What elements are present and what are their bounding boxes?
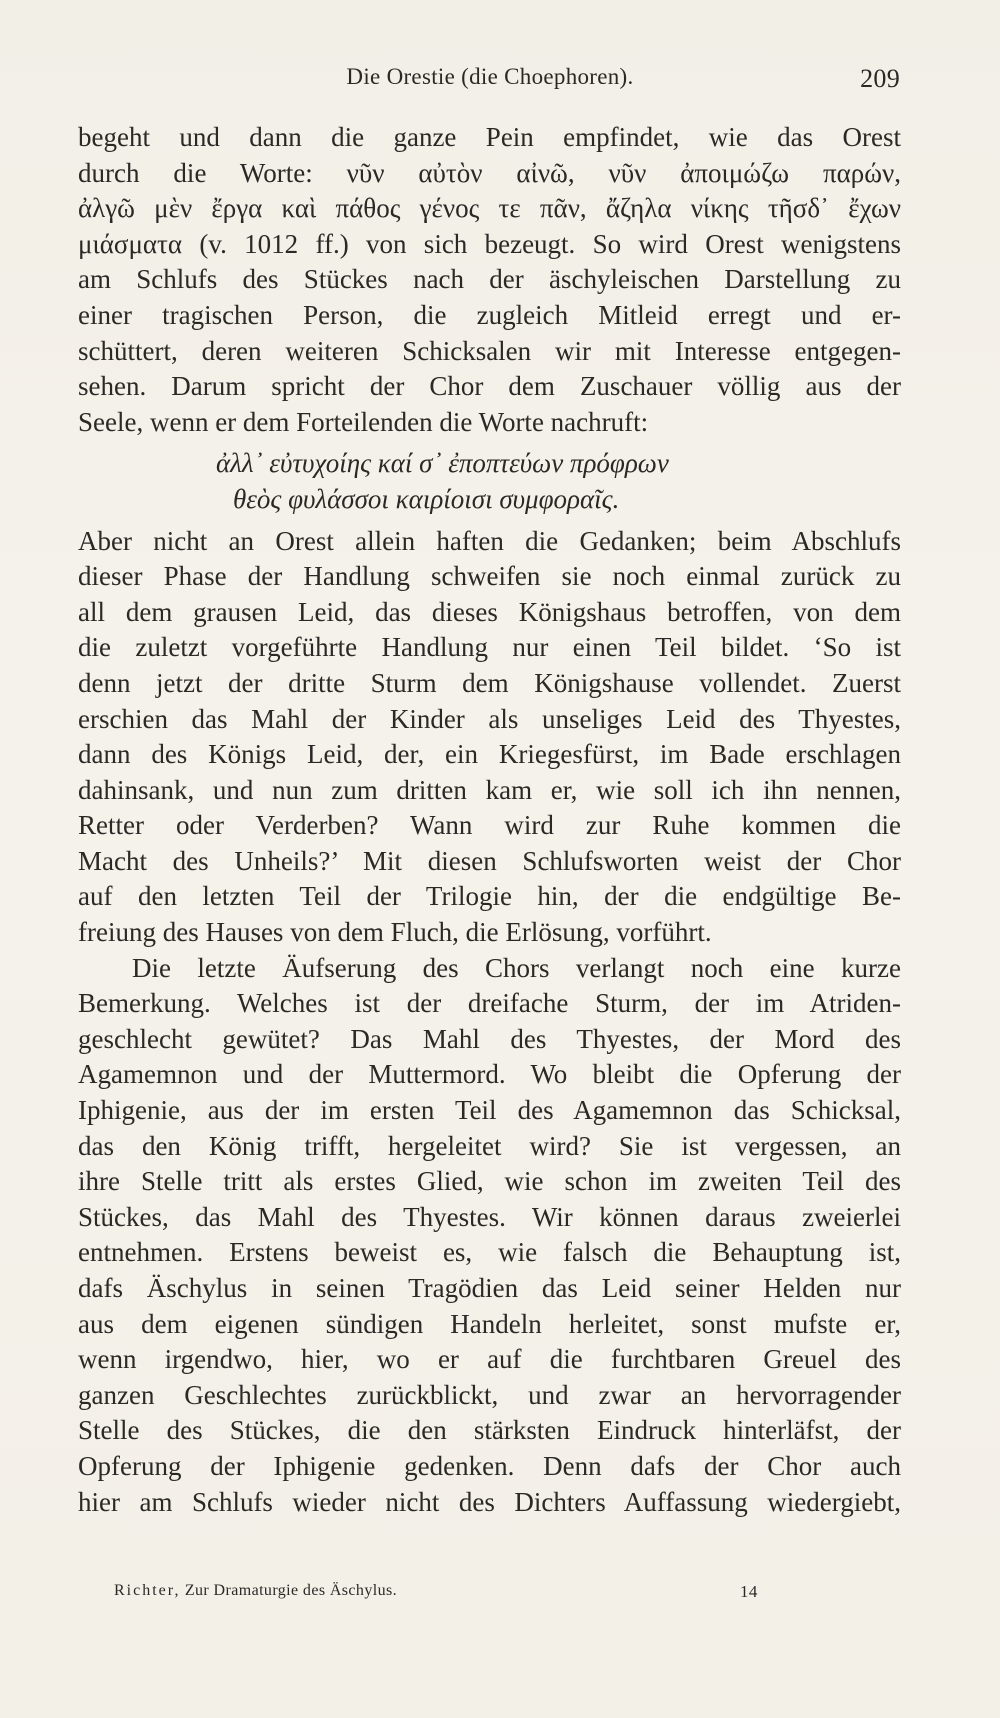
signature-number: 14 [740, 1582, 758, 1601]
text-line: durch die Worte: νῦν αὐτὸν αἰνῶ, νῦν ἀποιμώζω παρών, [78, 157, 901, 188]
body-text [78, 120, 901, 1520]
text-line: sehen. Darum spricht der Chor dem Zuschauer völlig aus der [78, 371, 901, 402]
text-line: dann des Königs Leid, der, ein Kriegesfürst, im Bade erschlagen [78, 739, 901, 770]
text-line: hier am Schlufs wieder nicht des Dichters Auffassung wiedergiebt, [78, 1486, 901, 1517]
text-line: dahinsank, und nun zum dritten kam er, wie soll ich ihn nennen, [78, 774, 901, 805]
text-line: dafs Äschylus in seinen Tragödien das Leid seiner Helden nur [78, 1273, 901, 1303]
text-line: Aber nicht an Orest allein haften die Gedanken; beim Abschlufs [78, 525, 901, 556]
text-line: Agamemnon und der Muttermord. Wo bleibt die Opferung der [78, 1059, 901, 1090]
text-line: geschlecht gewütet? Das Mahl des Thyestes, der Mord des [78, 1023, 901, 1054]
text-line: denn jetzt der dritte Sturm dem Königshause vollendet. Zuerst [78, 667, 901, 698]
text-line: Macht des Unheils?’ Mit diesen Schlufsworten weist der Chor [78, 845, 901, 876]
running-title: Die Orestie (die Choephoren). [346, 64, 634, 89]
page-footer [114, 1582, 814, 1600]
text-line: Stelle des Stückes, die den stärksten Eindruck hinterläfst, der [78, 1415, 901, 1446]
signature-title: Zur Dramaturgie des Äschylus. [184, 1582, 398, 1599]
text-line: Iphigenie, aus der im ersten Teil des Agamemnon das Schicksal, [78, 1095, 901, 1126]
text-line: begeht und dann die ganze Pein empfindet, wie das Orest [78, 122, 901, 152]
page-header [80, 64, 900, 100]
text-line: einer tragischen Person, die zugleich Mitleid erregt und er- [78, 299, 901, 330]
text-line: schüttert, deren weiteren Schicksalen wir mit Interesse entgegen- [78, 335, 901, 366]
text-line: aus dem eigenen sündigen Handeln herleitet, sonst mufste er, [78, 1308, 901, 1339]
text-line: die zuletzt vorgeführte Handlung nur einen Teil bildet. ‘So ist [78, 632, 901, 663]
text-line: μιάσματα (v. 1012 ff.) von sich bezeugt. So wird Orest wenigstens [78, 228, 901, 259]
text-line: erschien das Mahl der Kinder als unseliges Leid des Thyestes, [78, 703, 901, 734]
text-line: entnehmen. Erstens beweist es, wie falsch die Behauptung ist, [78, 1237, 901, 1268]
text-line: auf den letzten Teil der Trilogie hin, der die endgültige Be- [78, 881, 901, 912]
text-line: Bemerkung. Welches ist der dreifache Sturm, der im Atriden- [78, 988, 901, 1019]
text-line: freiung des Hauses von dem Fluch, die Erlösung, vorführt. [78, 917, 712, 948]
quote-line: ἀλλ᾽ εὐτυχοίης καί σ᾽ ἐποπτεύων πρόφρων [216, 448, 669, 479]
text-line: Die letzte Äufserung des Chors verlangt noch eine kurze [132, 952, 901, 983]
quote-line: θεὸς φυλάσσοι καιρίοισι συμφοραῖς. [233, 483, 620, 514]
text-line: ἀλγῶ μὲν ἔργα καὶ πάθος γένος τε πᾶν, ἄζηλα νίκης τῆσδ᾽ ἔχων [78, 193, 901, 224]
text-line: Opferung der Iphigenie gedenken. Denn dafs der Chor auch [78, 1450, 901, 1481]
text-line: all dem grausen Leid, das dieses Königshaus betroffen, von dem [78, 596, 901, 627]
text-line: am Schlufs des Stückes nach der äschyleischen Darstellung zu [78, 264, 901, 295]
text-line: dieser Phase der Handlung schweifen sie noch einmal zurück zu [78, 561, 901, 592]
text-line: ganzen Geschlechtes zurückblickt, und zwar an hervorragender [78, 1379, 901, 1410]
page-number: 209 [860, 64, 900, 93]
text-line: Stückes, das Mahl des Thyestes. Wir können daraus zweierlei [78, 1201, 901, 1232]
text-line: ihre Stelle tritt als erstes Glied, wie schon im zweiten Teil des [78, 1166, 901, 1197]
signature-author: Richter, [114, 1582, 181, 1599]
text-line: das den König trifft, hergeleitet wird? Sie ist vergessen, an [78, 1130, 901, 1161]
text-line: Seele, wenn er dem Forteilenden die Worte nachruft: [78, 406, 649, 437]
text-line: wenn irgendwo, hier, wo er auf die furchtbaren Greuel des [78, 1344, 901, 1375]
text-line: Retter oder Verderben? Wann wird zur Ruhe kommen die [78, 810, 901, 841]
